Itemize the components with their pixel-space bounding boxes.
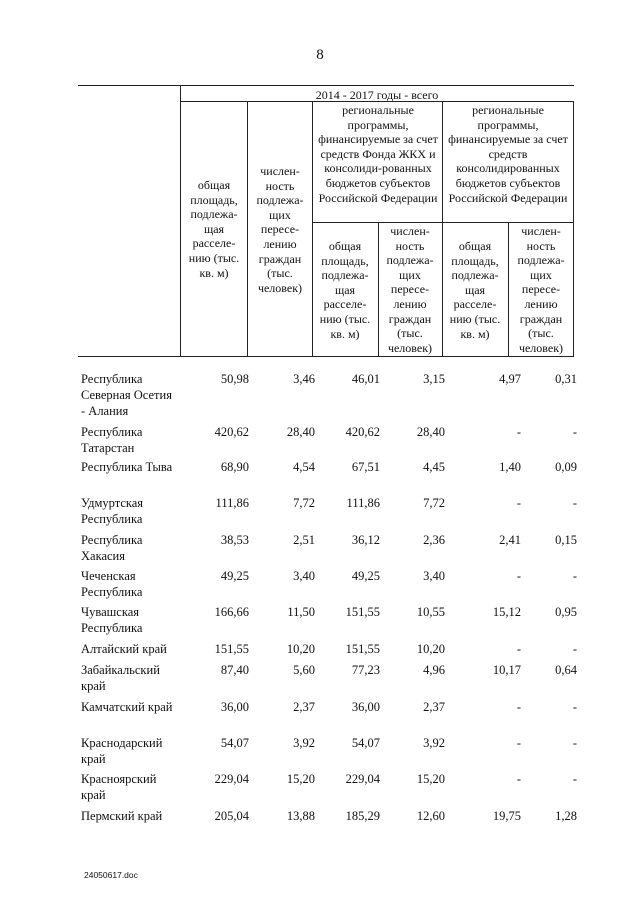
total-people: 4,54 — [293, 460, 315, 474]
total-area: 49,25 — [220, 569, 249, 583]
fund-area: 151,55 — [345, 642, 380, 656]
budget-people: - — [572, 642, 577, 656]
budget-people: 0,09 — [555, 460, 577, 474]
total-area: 38,53 — [220, 533, 249, 547]
region-name: Удмуртская Республика — [81, 496, 144, 526]
budget-area: 19,75 — [492, 809, 521, 823]
budget-area: - — [516, 569, 521, 583]
fund-area: 111,86 — [346, 496, 380, 510]
budget-people: 0,95 — [555, 605, 577, 619]
budget-area: - — [516, 772, 521, 786]
region-name: Алтайский край — [81, 642, 167, 656]
fund-area: 185,29 — [345, 809, 380, 823]
region-name: Забайкальский край — [81, 663, 160, 693]
budget-area: - — [516, 736, 521, 750]
total-area: 54,07 — [220, 736, 249, 750]
total-area: 229,04 — [214, 772, 249, 786]
fund-area: 54,07 — [351, 736, 380, 750]
budget-area: - — [516, 425, 521, 439]
fund-area: 420,62 — [345, 425, 380, 439]
page-number: 8 — [316, 47, 324, 63]
header-budget-area: общая площадь, подлежа-щая расселе-нию (тыс. кв. м) — [449, 239, 501, 341]
table-top-rule — [78, 85, 574, 86]
region-name: Республика Северная Осетия - Алания — [81, 372, 172, 418]
budget-area: 1,40 — [499, 460, 521, 474]
total-area: 205,04 — [214, 809, 249, 823]
region-name: Красноярский край — [81, 772, 157, 802]
total-people: 3,92 — [293, 736, 315, 750]
total-area: 420,62 — [214, 425, 249, 439]
header-divider — [378, 222, 379, 356]
region-name: Чувашская Республика — [81, 605, 143, 635]
total-people: 3,46 — [293, 372, 315, 386]
header-total-area: общая площадь, подлежа-щая расселе-нию (тыс. кв. м) — [188, 178, 240, 280]
total-area: 166,66 — [214, 605, 249, 619]
header-divider — [247, 101, 248, 356]
fund-area: 67,51 — [351, 460, 380, 474]
budget-people: - — [572, 736, 577, 750]
total-people: 7,72 — [293, 496, 315, 510]
total-area: 87,40 — [220, 663, 249, 677]
fund-people: 2,36 — [423, 533, 445, 547]
fund-people: 10,55 — [416, 605, 445, 619]
total-area: 151,55 — [214, 642, 249, 656]
fund-people: 28,40 — [416, 425, 445, 439]
budget-people: - — [572, 569, 577, 583]
fund-area: 151,55 — [345, 605, 380, 619]
budget-people: - — [572, 496, 577, 510]
total-people: 5,60 — [293, 663, 315, 677]
budget-area: 2,41 — [499, 533, 521, 547]
region-name: Чеченская Республика — [81, 569, 143, 599]
total-people: 2,37 — [293, 700, 315, 714]
total-area: 68,90 — [220, 460, 249, 474]
fund-people: 4,96 — [423, 663, 445, 677]
total-people: 28,40 — [286, 425, 315, 439]
header-divider — [180, 86, 181, 356]
header-period: 2014 - 2017 годы - всего — [315, 88, 439, 102]
budget-people: - — [572, 772, 577, 786]
total-people: 10,20 — [286, 642, 315, 656]
budget-area: 15,12 — [492, 605, 521, 619]
fund-people: 15,20 — [416, 772, 445, 786]
fund-people: 10,20 — [416, 642, 445, 656]
region-name: Республика Татарстан — [81, 425, 143, 455]
total-area: 36,00 — [220, 700, 249, 714]
fund-people: 7,72 — [423, 496, 445, 510]
fund-area: 49,25 — [351, 569, 380, 583]
budget-people: - — [572, 700, 577, 714]
fund-area: 77,23 — [351, 663, 380, 677]
fund-area: 229,04 — [345, 772, 380, 786]
header-total-people: числен-ность подлежа-щих пересе-лению граждан (тыс. человек) — [256, 164, 304, 295]
fund-area: 36,12 — [351, 533, 380, 547]
budget-area: - — [516, 642, 521, 656]
header-divider — [508, 222, 509, 356]
region-name: Пермский край — [81, 809, 163, 823]
header-fund-people: числен-ность подлежа-щих пересе-лению граждан (тыс. человек) — [386, 224, 434, 355]
fund-people: 3,40 — [423, 569, 445, 583]
header-bottom-rule — [78, 356, 574, 357]
budget-area: - — [516, 700, 521, 714]
fund-people: 12,60 — [416, 809, 445, 823]
region-name: Республика Тыва — [81, 460, 173, 474]
total-people: 15,20 — [286, 772, 315, 786]
budget-people: 0,64 — [555, 663, 577, 677]
budget-people: 1,28 — [555, 809, 577, 823]
fund-area: 46,01 — [351, 372, 380, 386]
budget-area: 4,97 — [499, 372, 521, 386]
region-name: Краснодарский край — [81, 736, 163, 766]
header-budget-people: числен-ность подлежа-щих пересе-лению граждан (тыс. человек) — [517, 224, 565, 355]
fund-people: 4,45 — [423, 460, 445, 474]
total-area: 111,86 — [215, 496, 249, 510]
region-name: Камчатский край — [81, 700, 173, 714]
total-people: 3,40 — [293, 569, 315, 583]
header-group-fund: региональные программы, финансируемые за счет средств Фонда ЖКХ и консолиди-рованных бюджетов субъектов Российской Федерации — [318, 103, 438, 205]
header-group-budget: региональные программы, финансируемые за счет средств консолидированных бюджетов субъектов Российской Федерации — [448, 103, 568, 205]
total-people: 11,50 — [287, 605, 315, 619]
budget-area: - — [516, 496, 521, 510]
total-area: 50,98 — [220, 372, 249, 386]
budget-people: 0,31 — [555, 372, 577, 386]
budget-people: 0,15 — [555, 533, 577, 547]
footer-filename: 24050617.doc — [84, 870, 138, 880]
fund-people: 3,92 — [423, 736, 445, 750]
budget-area: 10,17 — [492, 663, 521, 677]
fund-people: 2,37 — [423, 700, 445, 714]
fund-area: 36,00 — [351, 700, 380, 714]
budget-people: - — [572, 425, 577, 439]
total-people: 2,51 — [293, 533, 315, 547]
fund-people: 3,15 — [423, 372, 445, 386]
header-fund-area: общая площадь, подлежа-щая расселе-нию (тыс. кв. м) — [319, 239, 371, 341]
region-name: Республика Хакасия — [81, 533, 143, 563]
header-divider — [312, 222, 573, 223]
total-people: 13,88 — [286, 809, 315, 823]
header-divider — [573, 101, 574, 356]
